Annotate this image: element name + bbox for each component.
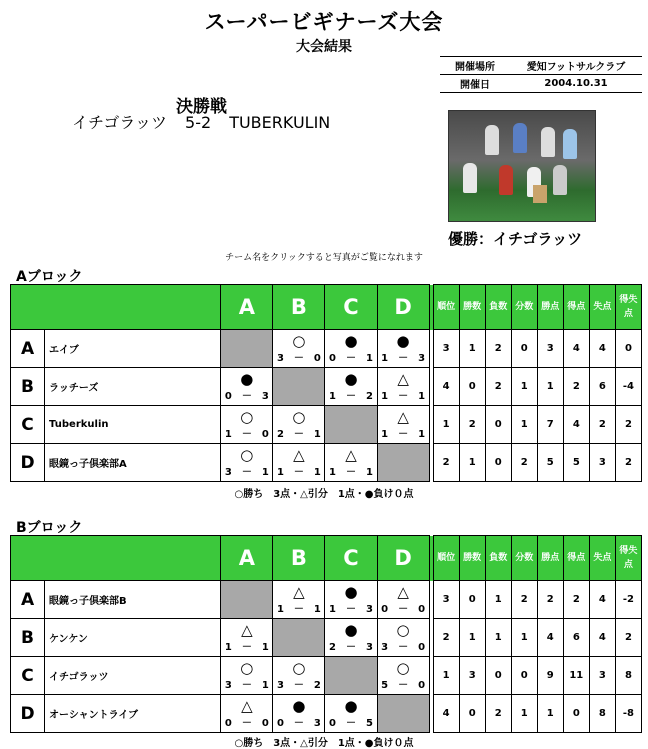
photo-note: チーム名をクリックすると写真がご覧になれます: [225, 253, 423, 263]
stat-header: 失点: [589, 536, 615, 581]
result-symbol: ●: [344, 697, 358, 715]
stat-cell: 0: [485, 406, 511, 444]
self-match-cell: [273, 619, 325, 657]
stat-cell: 1: [485, 619, 511, 657]
team-name-link[interactable]: ケンケン: [45, 619, 221, 657]
row-letter: B: [11, 619, 45, 657]
team-name-link[interactable]: 眼鏡っ子倶楽部A: [45, 444, 221, 482]
match-cell: [273, 695, 325, 733]
result-symbol: ○: [396, 621, 410, 639]
match-cell: [273, 444, 325, 482]
match-score: 1 － 1: [329, 467, 373, 478]
match-score: 5 － 0: [381, 680, 426, 691]
stat-cell: 3: [537, 330, 563, 368]
stat-cell: 2: [433, 444, 459, 482]
result-symbol: ○: [396, 659, 410, 677]
stat-cell: 4: [589, 330, 615, 368]
col-header-a: A: [221, 536, 273, 581]
match-score: 1 － 2: [329, 391, 373, 402]
match-score: 0 － 3: [276, 718, 321, 729]
match-score: 2 － 3: [329, 642, 373, 653]
table-row: [11, 619, 642, 657]
table-row: [11, 581, 642, 619]
stat-cell: 5: [537, 444, 563, 482]
stat-header: 失点: [589, 285, 615, 330]
result-symbol: △: [241, 621, 253, 639]
header-blank: [11, 536, 221, 581]
stat-header: 負数: [485, 285, 511, 330]
result-symbol: ●: [240, 370, 254, 388]
match-score: 3 － 0: [276, 353, 321, 364]
result-symbol: ○: [292, 332, 306, 350]
match-score: 0 － 0: [381, 604, 426, 615]
match-score: 1 － 1: [276, 467, 321, 478]
event-info: [440, 56, 642, 93]
col-header-a: A: [221, 285, 273, 330]
stat-header: 得点: [563, 536, 589, 581]
match-score: 1 － 1: [381, 391, 426, 402]
table-row: [11, 444, 642, 482]
stat-header: 得失点: [615, 536, 641, 581]
result-symbol: ○: [240, 446, 254, 464]
points-legend: ○勝ち 3点・△引分 1点・●負け０点: [234, 489, 414, 500]
stat-cell: 4: [563, 406, 589, 444]
final-team2: TUBERKULIN: [229, 113, 331, 132]
team-name-link[interactable]: 眼鏡っ子倶楽部B: [45, 581, 221, 619]
result-symbol: △: [345, 446, 357, 464]
stat-cell: 0: [615, 330, 641, 368]
stat-cell: 2: [615, 406, 641, 444]
stat-cell: 2: [485, 695, 511, 733]
match-score: 3 － 1: [224, 680, 269, 691]
stat-cell: 0: [511, 330, 537, 368]
team-name-link[interactable]: オーシャントライブ: [45, 695, 221, 733]
match-score: 3 － 2: [276, 680, 321, 691]
stat-cell: 11: [563, 657, 589, 695]
header-row: [11, 536, 642, 581]
final-heading: 決勝戦: [176, 97, 227, 117]
venue-value: 愛知フットサルクラブ: [510, 57, 642, 75]
result-symbol: ○: [292, 408, 306, 426]
result-symbol: △: [293, 583, 305, 601]
match-cell: [273, 406, 325, 444]
result-symbol: ●: [344, 332, 358, 350]
result-symbol: △: [397, 583, 409, 601]
self-match-cell: [221, 330, 273, 368]
stat-cell: 7: [537, 406, 563, 444]
col-header-c: C: [325, 285, 377, 330]
row-letter: C: [11, 657, 45, 695]
block-label: Bブロック: [16, 520, 83, 536]
stat-cell: -2: [615, 581, 641, 619]
match-score: 1 － 3: [381, 353, 426, 364]
stat-cell: 1: [537, 368, 563, 406]
stat-cell: 1: [459, 330, 485, 368]
match-cell: [377, 619, 429, 657]
team-photo: [448, 110, 596, 222]
row-letter: A: [11, 581, 45, 619]
match-score: 0 － 3: [224, 391, 269, 402]
header-row: [11, 285, 642, 330]
standings-table: [10, 284, 642, 482]
stat-cell: 2: [511, 581, 537, 619]
match-cell: [325, 444, 377, 482]
result-symbol: ●: [396, 332, 410, 350]
champion-label: 優勝：イチゴラッツ: [448, 230, 583, 248]
match-cell: [325, 695, 377, 733]
stat-header: 分数: [511, 536, 537, 581]
page-subtitle: 大会結果: [296, 39, 352, 55]
match-cell: [273, 657, 325, 695]
stat-cell: 8: [589, 695, 615, 733]
stat-cell: 1: [433, 406, 459, 444]
match-score: 1 － 1: [224, 642, 269, 653]
row-letter: D: [11, 695, 45, 733]
match-score: 3 － 1: [224, 467, 269, 478]
page-title: スーパービギナーズ大会: [204, 10, 444, 34]
stat-cell: 4: [563, 330, 589, 368]
match-cell: [377, 368, 429, 406]
stat-cell: 4: [589, 619, 615, 657]
stat-cell: 2: [615, 619, 641, 657]
stat-cell: 4: [433, 368, 459, 406]
stat-cell: 0: [511, 657, 537, 695]
table-row: [11, 695, 642, 733]
self-match-cell: [325, 406, 377, 444]
result-symbol: △: [293, 446, 305, 464]
stat-cell: 3: [459, 657, 485, 695]
match-cell: [273, 581, 325, 619]
stat-header: 勝点: [537, 536, 563, 581]
result-symbol: ●: [344, 583, 358, 601]
match-cell: [221, 444, 273, 482]
result-symbol: ○: [292, 659, 306, 677]
stat-cell: 6: [563, 619, 589, 657]
stat-cell: 0: [563, 695, 589, 733]
self-match-cell: [221, 581, 273, 619]
stat-cell: 4: [433, 695, 459, 733]
stat-header: 勝数: [459, 285, 485, 330]
col-header-b: B: [273, 536, 325, 581]
result-symbol: ●: [292, 697, 306, 715]
stat-header: 順位: [433, 285, 459, 330]
match-cell: [221, 368, 273, 406]
header-blank: [11, 285, 221, 330]
date-value: 2004.10.31: [510, 75, 642, 93]
stat-cell: 3: [589, 444, 615, 482]
team-name-link[interactable]: ラッチーズ: [45, 368, 221, 406]
stat-cell: 0: [485, 444, 511, 482]
match-cell: [377, 581, 429, 619]
stat-cell: 9: [537, 657, 563, 695]
match-score: 1 － 0: [224, 429, 269, 440]
stat-cell: 2: [459, 406, 485, 444]
match-score: 0 － 0: [224, 718, 269, 729]
stat-cell: 2: [511, 444, 537, 482]
stat-cell: 2: [615, 444, 641, 482]
table-row: [11, 368, 642, 406]
row-letter: A: [11, 330, 45, 368]
match-cell: [377, 406, 429, 444]
col-header-c: C: [325, 536, 377, 581]
team-name-link[interactable]: エイブ: [45, 330, 221, 368]
self-match-cell: [377, 695, 429, 733]
match-cell: [221, 657, 273, 695]
date-label: 開催日: [440, 75, 510, 93]
match-score: 2 － 1: [276, 429, 321, 440]
result-symbol: ●: [344, 621, 358, 639]
match-score: 1 － 1: [276, 604, 321, 615]
result-symbol: △: [241, 697, 253, 715]
match-score: 0 － 1: [329, 353, 373, 364]
stat-cell: 4: [589, 581, 615, 619]
stat-header: 負数: [485, 536, 511, 581]
stat-cell: 1: [433, 657, 459, 695]
result-symbol: ●: [344, 370, 358, 388]
row-letter: D: [11, 444, 45, 482]
result-symbol: ○: [240, 659, 254, 677]
match-score: 1 － 1: [381, 429, 426, 440]
stat-cell: 2: [433, 619, 459, 657]
match-score: 0 － 5: [329, 718, 373, 729]
stat-cell: 0: [459, 581, 485, 619]
stat-cell: 3: [433, 581, 459, 619]
stat-cell: 5: [563, 444, 589, 482]
row-letter: C: [11, 406, 45, 444]
result-symbol: △: [397, 408, 409, 426]
stat-cell: 2: [537, 581, 563, 619]
self-match-cell: [325, 657, 377, 695]
final-result: [72, 110, 348, 133]
stat-cell: 1: [511, 619, 537, 657]
stat-cell: 0: [459, 368, 485, 406]
table-row: [11, 330, 642, 368]
stat-header: 得点: [563, 285, 589, 330]
stat-cell: 6: [589, 368, 615, 406]
stat-header: 勝点: [537, 285, 563, 330]
match-cell: [325, 619, 377, 657]
venue-label: 開催場所: [440, 57, 510, 75]
row-letter: B: [11, 368, 45, 406]
match-score: 3 － 0: [381, 642, 426, 653]
stat-cell: 2: [485, 330, 511, 368]
match-cell: [221, 695, 273, 733]
match-cell: [221, 406, 273, 444]
stat-cell: 1: [511, 406, 537, 444]
stat-header: 勝数: [459, 536, 485, 581]
stat-cell: 0: [459, 695, 485, 733]
stat-cell: 1: [485, 581, 511, 619]
stat-cell: 1: [459, 444, 485, 482]
match-cell: [377, 330, 429, 368]
stat-cell: 2: [563, 368, 589, 406]
final-team1: イチゴラッツ: [72, 113, 168, 132]
col-header-b: B: [273, 285, 325, 330]
stat-cell: 1: [511, 368, 537, 406]
stat-cell: 2: [485, 368, 511, 406]
table-row: [11, 657, 642, 695]
final-score: 5-2: [185, 113, 212, 132]
block-label: Aブロック: [16, 269, 83, 285]
match-cell: [325, 368, 377, 406]
stat-header: 順位: [433, 536, 459, 581]
match-cell: [325, 330, 377, 368]
stat-cell: 1: [459, 619, 485, 657]
stat-cell: 8: [615, 657, 641, 695]
points-legend: ○勝ち 3点・△引分 1点・●負け０点: [234, 738, 414, 749]
self-match-cell: [273, 368, 325, 406]
stat-header: 分数: [511, 285, 537, 330]
self-match-cell: [377, 444, 429, 482]
team-name-link[interactable]: Tuberkulin: [45, 406, 221, 444]
col-header-d: D: [377, 285, 429, 330]
stat-cell: 3: [433, 330, 459, 368]
match-cell: [221, 619, 273, 657]
match-cell: [325, 581, 377, 619]
team-name-link[interactable]: イチゴラッツ: [45, 657, 221, 695]
stat-cell: 1: [511, 695, 537, 733]
stat-cell: -4: [615, 368, 641, 406]
stat-cell: 4: [537, 619, 563, 657]
result-symbol: ○: [240, 408, 254, 426]
stat-header: 得失点: [615, 285, 641, 330]
stat-cell: 3: [589, 657, 615, 695]
result-symbol: △: [397, 370, 409, 388]
match-score: 1 － 3: [329, 604, 373, 615]
standings-table: [10, 535, 642, 733]
col-header-d: D: [377, 536, 429, 581]
table-row: [11, 406, 642, 444]
stat-cell: 2: [589, 406, 615, 444]
stat-cell: -8: [615, 695, 641, 733]
stat-cell: 2: [563, 581, 589, 619]
stat-cell: 0: [485, 657, 511, 695]
match-cell: [377, 657, 429, 695]
stat-cell: 1: [537, 695, 563, 733]
match-cell: [273, 330, 325, 368]
